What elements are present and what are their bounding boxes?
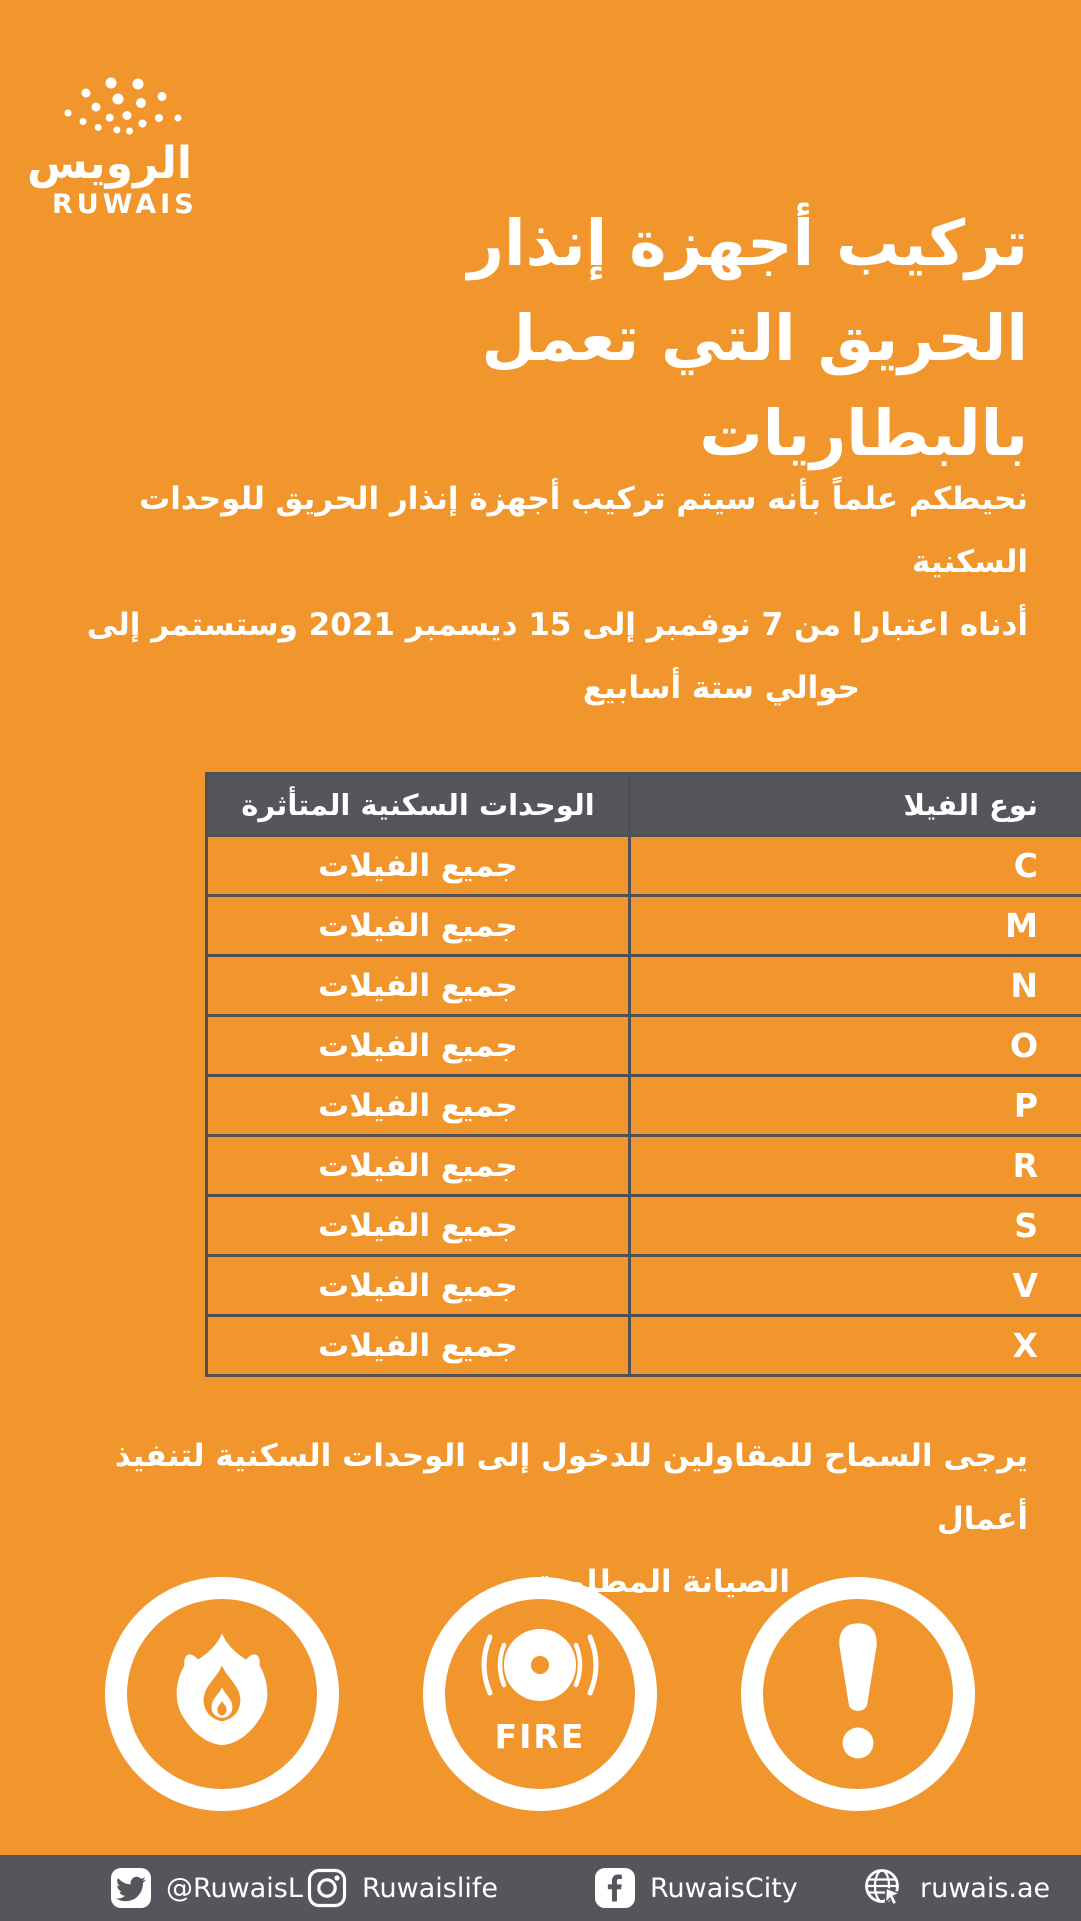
villa-table-header — [207, 774, 1081, 836]
table-header-row — [207, 774, 1081, 836]
column-header-villa-type: نوع الفيلا — [630, 774, 1081, 836]
intro-line-2: أدناه اعتبارا من 7 نوفمبر إلى 15 ديسمبر 2021 وستستمر إلى — [86, 607, 1028, 643]
fire-flame-icon — [105, 1577, 339, 1811]
footer-website-link[interactable] — [862, 1855, 1050, 1921]
intro-line-1: نحيطكم علماً بأنه سيتم تركيب أجهزة إنذار الحريق للوحدات السكنية — [139, 481, 1028, 580]
affected-units-cell: جميع الفيلات — [207, 1196, 630, 1256]
affected-units-cell: جميع الفيلات — [207, 1076, 630, 1136]
villa-type-cell: O — [630, 1016, 1081, 1076]
alarm-bell-icon — [460, 1615, 620, 1715]
villa-table — [205, 772, 1081, 1377]
affected-units-cell: جميع الفيلات — [207, 1256, 630, 1316]
fire-label: FIRE — [494, 1717, 586, 1756]
intro-line-3: حوالي ستة أسابيع — [582, 670, 860, 706]
instagram-handle-label[interactable]: Ruwaislife — [362, 1872, 498, 1904]
table-row — [207, 956, 1081, 1016]
twitter-handle-label[interactable]: @RuwaisL — [166, 1872, 303, 1904]
villa-type-cell: V — [630, 1256, 1081, 1316]
footer-twitter-link[interactable] — [110, 1855, 303, 1921]
ruwais-logo — [26, 44, 198, 221]
footer-instagram-link[interactable] — [306, 1855, 498, 1921]
villa-type-cell: N — [630, 956, 1081, 1016]
globe-icon[interactable] — [862, 1866, 906, 1910]
logo-arabic-text: الرويس — [26, 138, 192, 189]
table-row — [207, 1196, 1081, 1256]
villa-type-cell: M — [630, 896, 1081, 956]
affected-units-cell: جميع الفيلات — [207, 1016, 630, 1076]
exclamation-glyph-icon — [825, 1621, 891, 1766]
table-row — [207, 896, 1081, 956]
title-line-1: تركيب أجهزة إنذار — [467, 207, 1028, 280]
affected-units-cell: جميع الفيلات — [207, 836, 630, 896]
website-label[interactable]: ruwais.ae — [920, 1872, 1051, 1904]
affected-units-cell: جميع الفيلات — [207, 896, 630, 956]
intro-paragraph — [40, 468, 1028, 720]
table-row — [207, 836, 1081, 896]
villa-type-cell: X — [630, 1316, 1081, 1376]
villa-type-cell: P — [630, 1076, 1081, 1136]
fire-alarm-icon — [423, 1577, 657, 1811]
warning-exclamation-icon — [741, 1577, 975, 1811]
footer-facebook-link[interactable] — [594, 1855, 798, 1921]
villa-type-cell: C — [630, 836, 1081, 896]
facebook-handle-label[interactable]: RuwaisCity — [650, 1872, 798, 1904]
villa-type-cell: R — [630, 1136, 1081, 1196]
villa-type-cell: S — [630, 1196, 1081, 1256]
affected-units-cell: جميع الفيلات — [207, 1136, 630, 1196]
table-row — [207, 1316, 1081, 1376]
note-line-1: يرجى السماح للمقاولين للدخول إلى الوحدات السكنية لتنفيذ أعمال — [114, 1438, 1028, 1537]
table-row — [207, 1256, 1081, 1316]
page-title — [468, 196, 1028, 481]
instagram-icon[interactable] — [306, 1867, 348, 1909]
twitter-icon[interactable] — [110, 1867, 152, 1909]
affected-units-cell: جميع الفيلات — [207, 1316, 630, 1376]
affected-units-cell: جميع الفيلات — [207, 956, 630, 1016]
logo-latin-text: RUWAIS — [52, 189, 198, 221]
table-row — [207, 1076, 1081, 1136]
table-row — [207, 1016, 1081, 1076]
table-row — [207, 1136, 1081, 1196]
title-line-2: الحريق التي تعمل — [481, 302, 1028, 375]
footer-bar — [0, 1855, 1081, 1921]
logo-dots-icon — [56, 44, 188, 139]
flame-glyph-icon — [165, 1631, 279, 1751]
title-line-3: بالبطاريات — [699, 397, 1028, 470]
facebook-icon[interactable] — [594, 1867, 636, 1909]
column-header-affected-units: الوحدات السكنية المتأثرة — [207, 774, 630, 836]
note-line-2: الصيانة المطلوبة — [535, 1564, 790, 1600]
